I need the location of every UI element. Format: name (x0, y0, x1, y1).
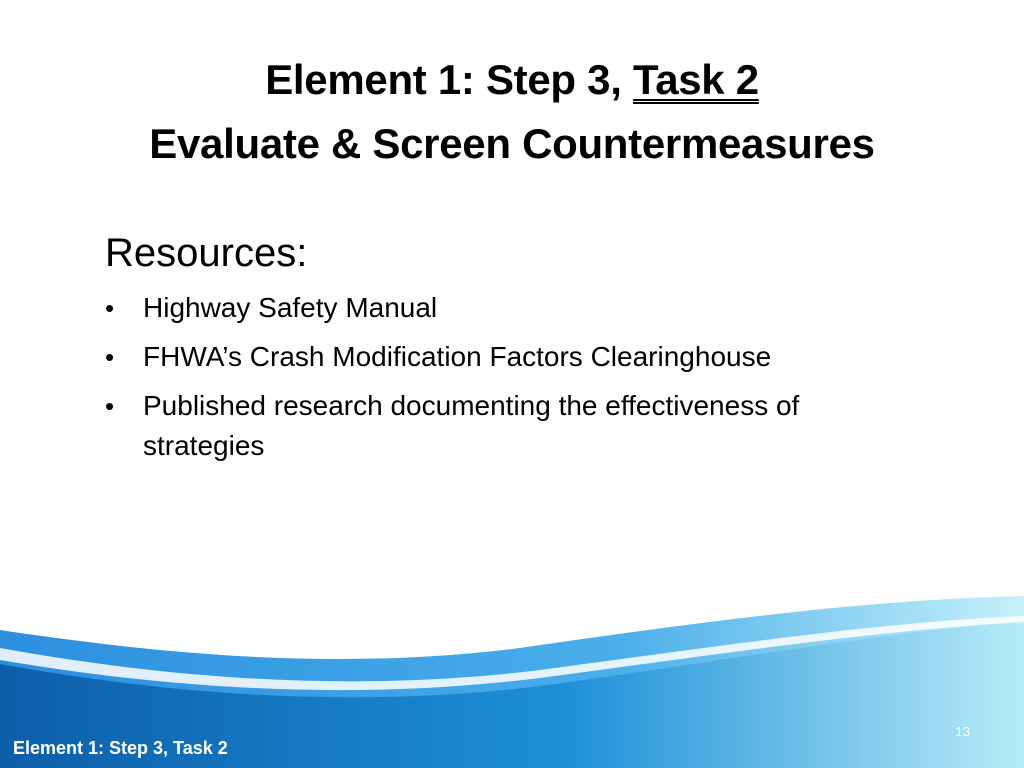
footer-text: Element 1: Step 3, Task 2 (13, 738, 228, 758)
title-prefix: Element 1: Step 3, (265, 56, 633, 103)
bullet-icon: • (105, 391, 115, 421)
title-task-underlined: Task 2 (632, 56, 759, 103)
list-item-text: Published research documenting the effectiveness of strategies (143, 390, 800, 461)
title-line-2: Evaluate & Screen Countermeasures (149, 120, 875, 167)
list-item-text: Highway Safety Manual (143, 292, 438, 323)
list-item-text: FHWA’s Crash Modification Factors Clearinghouse (143, 341, 772, 372)
bullet-icon: • (105, 293, 115, 323)
bullet-icon: • (105, 342, 115, 372)
resources-heading: Resources: (105, 231, 308, 275)
page-number: 13 (955, 724, 970, 739)
